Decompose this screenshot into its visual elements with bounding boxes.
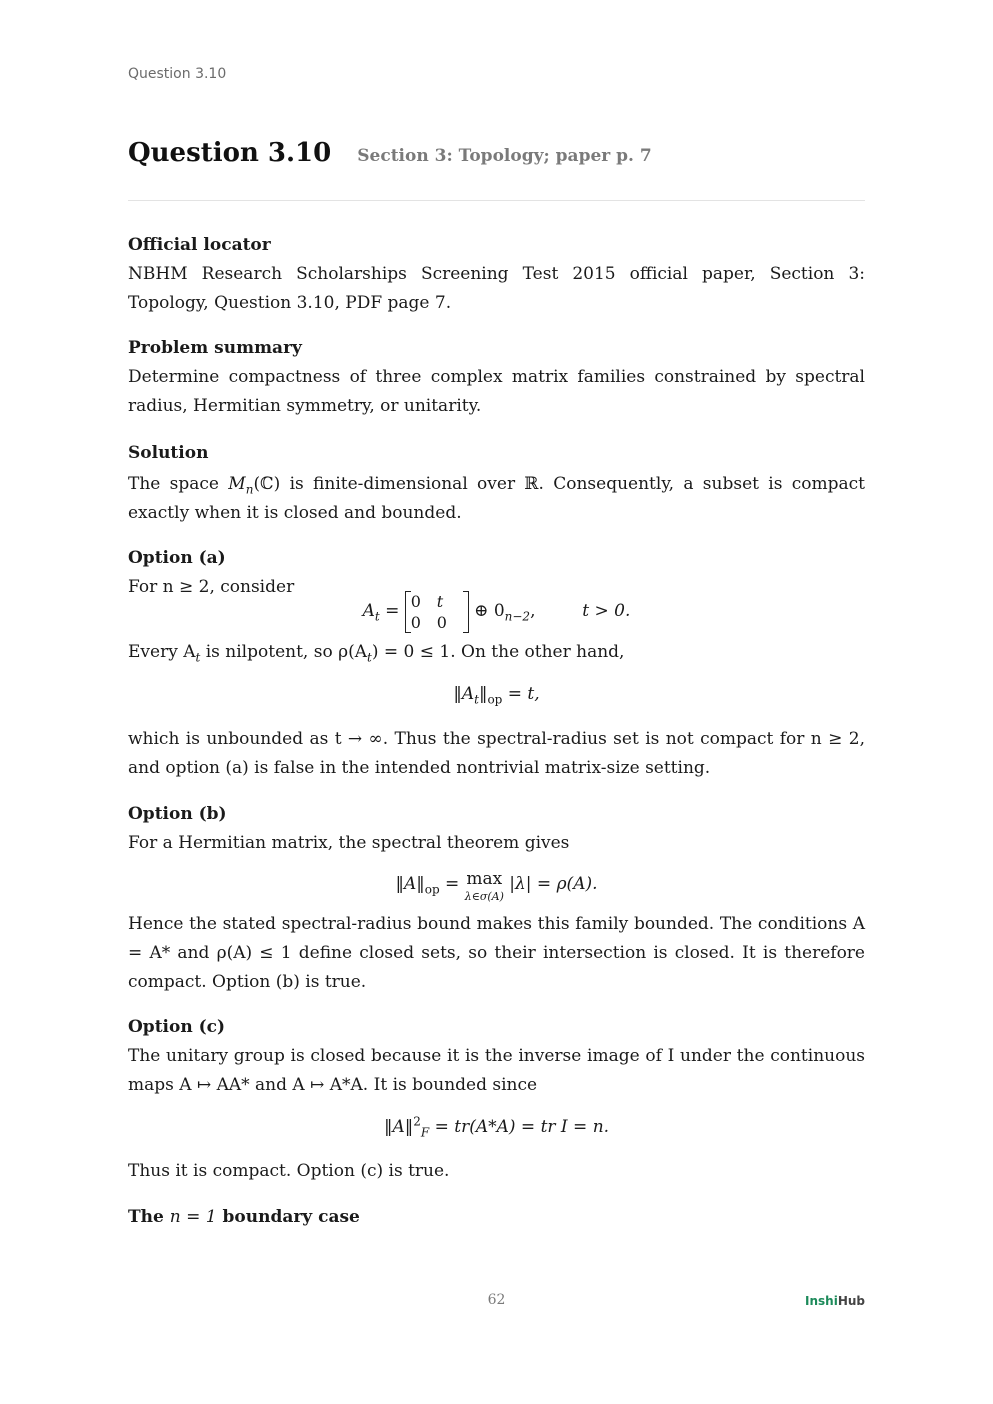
option-a-paragraph-1: Every $A_t$ is nilpotent, so $\rho(A_t) = 0 \le 1$. On the other hand,: [128, 642, 625, 665]
option-c-equation: ‖A‖$^2_F$ = tr(A*A) = tr I = n.: [383, 1114, 610, 1140]
matrix-2x2: 0 t 0 0: [405, 591, 469, 633]
option-c-heading: Option (c): [128, 1017, 226, 1037]
solution-paragraph: [128, 470, 865, 528]
summary-heading: Problem summary: [128, 338, 302, 358]
title-divider: [128, 200, 865, 201]
matrix-space-symbol: $M_n(ℂ)$: [228, 474, 281, 497]
option-a-paragraph-2: which is unbounded as t → ∞. Thus the spectral-radius set is not compact for n ≥ 2, and option (a) is false in the intended nontrivial matrix-size setting.: [128, 729, 865, 778]
option-b-heading: Option (b): [128, 804, 227, 824]
page-subtitle: Section 3: Topology; paper p. 7: [357, 146, 652, 166]
option-a-equation: $A_t$ = 0 t 0 0 ⊕ $0_{n-2}$, t > 0.: [362, 591, 631, 632]
page-title: Question 3.10: [128, 138, 332, 168]
locator-text: NBHM Research Scholarships Screening Test 2015 official paper, Section 3: Topology, Question 3.10, PDF page 7.: [128, 264, 865, 313]
solution-heading: Solution: [128, 443, 209, 463]
running-head: Question 3.10: [128, 66, 227, 82]
locator-heading: Official locator: [128, 235, 271, 255]
solution-text-2: is finite-dimensional over ℝ. Consequently, a subset is compact exactly when it is closed and bounded.: [128, 474, 866, 523]
brand-logo: InshiHub: [805, 1294, 865, 1308]
option-b-intro: For a Hermitian matrix, the spectral theorem gives: [128, 833, 570, 853]
main-content: [128, 232, 865, 1230]
option-b-equation: $‖A‖_{op}$ = max λ∈σ(A) |λ| = ρ(A).: [128, 870, 865, 906]
option-a-eq-rhs: t > 0.: [582, 601, 631, 621]
option-a-heading: Option (a): [128, 548, 226, 568]
option-a-norm-equation: $‖A_t‖_{op} = t$,: [453, 684, 540, 707]
title-row: [128, 138, 652, 168]
solution-text-1: The space: [128, 474, 219, 494]
option-b-text: Hence the stated spectral-radius bound makes this family bounded. The conditions A = A* and ρ(A) ≤ 1 define closed sets, so their intersection is closed. It is therefore compact. Option (b) is true.: [128, 914, 865, 992]
option-c-conclusion: Thus it is compact. Option (c) is true.: [128, 1161, 450, 1181]
summary-text: Determine compactness of three complex matrix families constrained by spectral radius, Hermitian symmetry, or unitarity.: [128, 367, 865, 416]
boundary-heading: The n = 1 boundary case: [128, 1207, 360, 1227]
option-c-text: The unitary group is closed because it is the inverse image of I under the continuous maps A ↦ AA* and A ↦ A*A. It is bounded since: [128, 1046, 865, 1095]
page-number: 62: [487, 1292, 506, 1308]
max-operator: max λ∈σ(A): [464, 869, 504, 903]
option-a-intro: For n ≥ 2, consider: [128, 577, 295, 597]
